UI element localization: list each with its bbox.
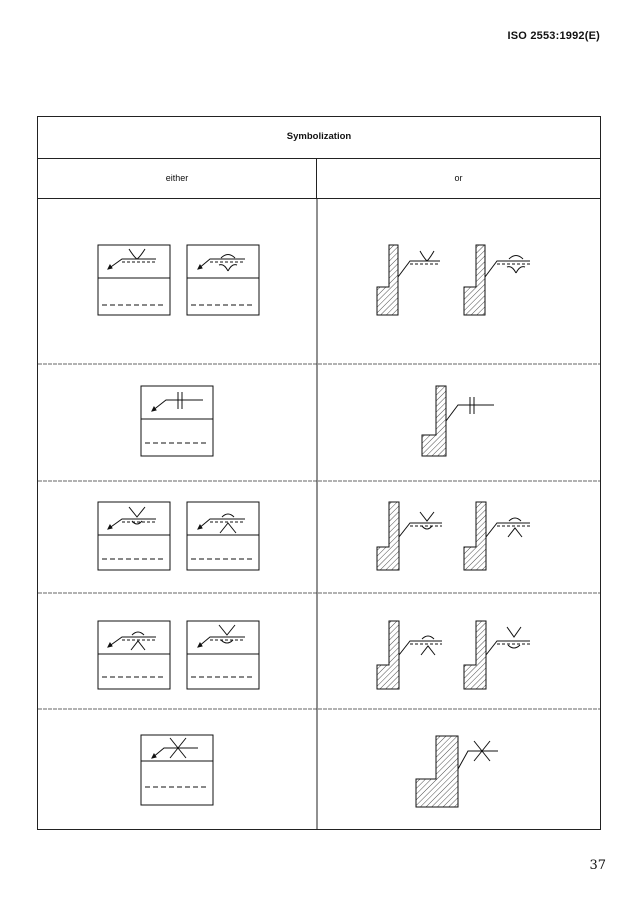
- table-title: Symbolization: [38, 117, 600, 159]
- or-symbol-row-3a: [377, 502, 442, 570]
- either-symbol-row-2: [141, 386, 213, 456]
- either-symbol-row-4a: [98, 621, 170, 689]
- either-symbol-row-1a: [98, 245, 170, 315]
- or-symbol-row-1a: [377, 245, 440, 315]
- or-symbol-row-3b: [464, 502, 530, 570]
- or-symbol-row-5: [416, 736, 498, 807]
- column-header-or: or: [317, 159, 600, 199]
- symbol-drawings: [38, 199, 600, 829]
- or-symbol-row-4a: [377, 621, 442, 689]
- column-header-either: either: [38, 159, 317, 199]
- or-symbol-row-4b: [464, 621, 530, 689]
- either-symbol-row-5: [141, 735, 213, 805]
- or-symbol-row-1b: [464, 245, 530, 315]
- symbolization-table: [37, 116, 601, 830]
- either-symbol-row-3a: [98, 502, 170, 570]
- either-symbol-row-1b: [187, 245, 259, 315]
- either-symbol-row-3b: [187, 502, 259, 570]
- either-symbol-row-4b: [187, 621, 259, 689]
- standard-reference: ISO 2553:1992(E): [507, 30, 600, 42]
- or-symbol-row-2: [422, 386, 494, 456]
- page-number: 37: [589, 858, 606, 873]
